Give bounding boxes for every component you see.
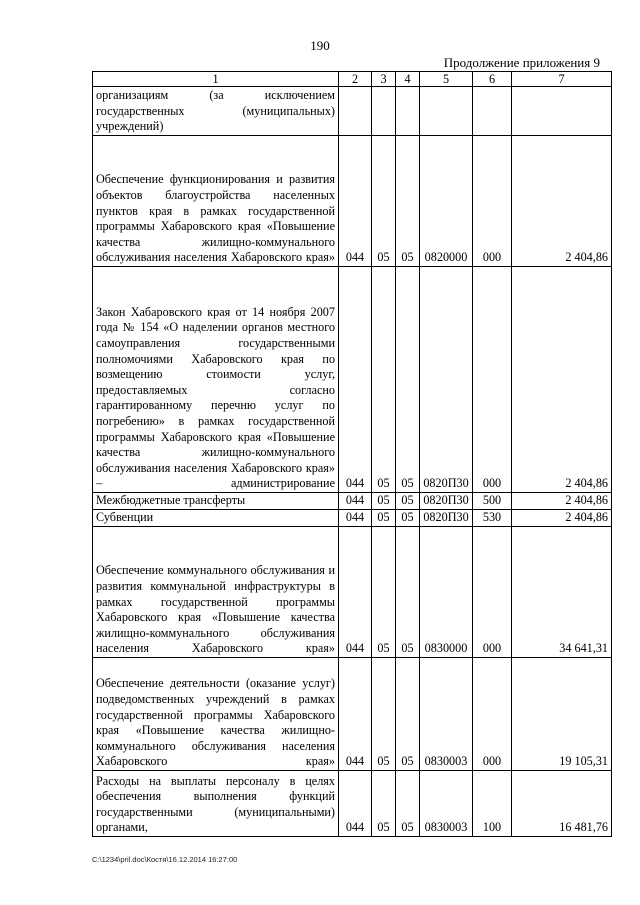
cell-target: 0830000 bbox=[420, 527, 473, 658]
table-row bbox=[93, 771, 612, 837]
row-name: Субвенции bbox=[93, 510, 339, 527]
table-row bbox=[93, 510, 612, 527]
cell-target: 0830003 bbox=[420, 658, 473, 771]
cell-ministry: 044 bbox=[339, 267, 372, 493]
page-number: 190 bbox=[310, 38, 330, 53]
cell-kind: 000 bbox=[473, 136, 512, 267]
budget-table bbox=[92, 71, 612, 837]
table-row bbox=[93, 136, 612, 267]
cell-amount: 2 404,86 bbox=[512, 510, 612, 527]
cell-section: 05 bbox=[372, 771, 396, 837]
cell-section: 05 bbox=[372, 493, 396, 510]
column-header: 1 bbox=[93, 72, 339, 87]
table-row bbox=[93, 493, 612, 510]
cell-kind: 500 bbox=[473, 493, 512, 510]
row-name: Расходы на выплаты персоналу в целях обеспечения выполнения функций государственными (муниципальными) органами, bbox=[93, 771, 339, 837]
cell-amount: 19 105,31 bbox=[512, 658, 612, 771]
cell-section bbox=[372, 87, 396, 136]
cell-section: 05 bbox=[372, 267, 396, 493]
cell-kind: 100 bbox=[473, 771, 512, 837]
cell-kind: 000 bbox=[473, 267, 512, 493]
file-path-footer: C:\1234\pril.doc\Костя\16.12.2014 16:27:00 bbox=[92, 855, 238, 864]
cell-target: 0820П30 bbox=[420, 493, 473, 510]
table-row bbox=[93, 527, 612, 658]
column-header: 6 bbox=[473, 72, 512, 87]
cell-amount: 2 404,86 bbox=[512, 267, 612, 493]
cell-kind bbox=[473, 87, 512, 136]
continuation-label: Продолжение приложения 9 bbox=[443, 55, 600, 70]
cell-subsection: 05 bbox=[396, 493, 420, 510]
cell-subsection: 05 bbox=[396, 527, 420, 658]
cell-subsection: 05 bbox=[396, 510, 420, 527]
cell-ministry: 044 bbox=[339, 510, 372, 527]
row-name: Обеспечение коммунального обслуживания и развития коммунальной инфраструктуры в рамках государственной программы Хабаровского края «Повышение качества жилищно-коммунального обслуживания населения Хабаровского края» bbox=[93, 527, 339, 658]
table-row bbox=[93, 658, 612, 771]
cell-target: 0820П30 bbox=[420, 510, 473, 527]
row-name: Обеспечение функционирования и развития объектов благоустройства населенных пунктов края в рамках государственной программы Хабаровского края «Повышение качества жилищно-коммунального обслуживания населения Хабаровского края» bbox=[93, 136, 339, 267]
cell-ministry: 044 bbox=[339, 771, 372, 837]
cell-section: 05 bbox=[372, 510, 396, 527]
cell-amount: 2 404,86 bbox=[512, 136, 612, 267]
row-name: организациям (за исключением государственных (муниципальных) учреждений) bbox=[93, 87, 339, 136]
cell-target: 0830003 bbox=[420, 771, 473, 837]
cell-kind: 000 bbox=[473, 527, 512, 658]
row-name: Закон Хабаровского края от 14 ноября 2007 года № 154 «О наделении органов местного самоуправления государственными полномочиями Хабаровского края по возмещению стоимости услуг, предоставляемых согласно гарантированному перечню услуг по погребению» в рамках государственной программы Хабаровского края «Повышение качества жилищно-коммунального обслуживания населения Хабаровского края» – администрирование bbox=[93, 267, 339, 493]
cell-section: 05 bbox=[372, 136, 396, 267]
column-header: 4 bbox=[396, 72, 420, 87]
cell-ministry bbox=[339, 87, 372, 136]
cell-subsection: 05 bbox=[396, 267, 420, 493]
cell-ministry: 044 bbox=[339, 493, 372, 510]
cell-ministry: 044 bbox=[339, 658, 372, 771]
cell-target: 0820000 bbox=[420, 136, 473, 267]
cell-target bbox=[420, 87, 473, 136]
column-header: 7 bbox=[512, 72, 612, 87]
table-row bbox=[93, 87, 612, 136]
cell-kind: 530 bbox=[473, 510, 512, 527]
cell-amount bbox=[512, 87, 612, 136]
cell-subsection: 05 bbox=[396, 136, 420, 267]
cell-amount: 2 404,86 bbox=[512, 493, 612, 510]
column-header: 5 bbox=[420, 72, 473, 87]
cell-target: 0820П30 bbox=[420, 267, 473, 493]
column-header: 3 bbox=[372, 72, 396, 87]
row-name: Межбюджетные трансферты bbox=[93, 493, 339, 510]
table-row bbox=[93, 267, 612, 493]
cell-amount: 16 481,76 bbox=[512, 771, 612, 837]
cell-subsection: 05 bbox=[396, 658, 420, 771]
cell-subsection bbox=[396, 87, 420, 136]
cell-subsection: 05 bbox=[396, 771, 420, 837]
cell-ministry: 044 bbox=[339, 136, 372, 267]
cell-amount: 34 641,31 bbox=[512, 527, 612, 658]
cell-section: 05 bbox=[372, 527, 396, 658]
column-header: 2 bbox=[339, 72, 372, 87]
cell-kind: 000 bbox=[473, 658, 512, 771]
cell-section: 05 bbox=[372, 658, 396, 771]
row-name: Обеспечение деятельности (оказание услуг) подведомственных учреждений в рамках государственной программы Хабаровского края «Повышение качества жилищно-коммунального обслуживания населения Хабаровского края» bbox=[93, 658, 339, 771]
cell-ministry: 044 bbox=[339, 527, 372, 658]
table-header-row bbox=[93, 72, 612, 87]
